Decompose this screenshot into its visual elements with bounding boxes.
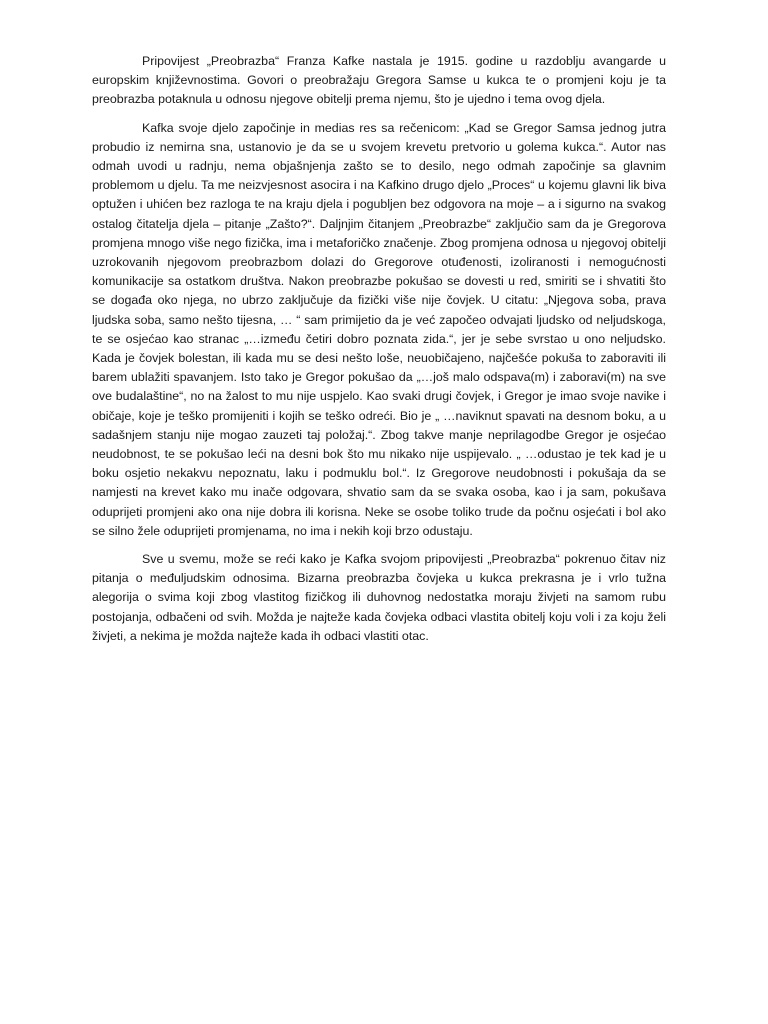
document-body (92, 52, 666, 655)
paragraph-analysis: Kafka svoje djelo započinje in medias res sa rečenicom: „Kad se Gregor Samsa jednog jutra probudio iz nemirna sna, ustanovio je da se u svojem krevetu pretvorio u golema kukca.“. Autor nas odmah uvodi u radnju, nema objašnjenja zašto se to desilo, nego odmah započinje sa glavnim problemom u djelu. Ta me neizvjesnost asocira i na Kafkino drugo djelo „Proces“ u kojemu glavni lik biva optužen i uhićen bez razloga te na kraju djela i pogubljen bez odgovora na moje – a i sigurno na svakog ostalog čitatelja djela – pitanje „Zašto?“. Daljnjim čitanjem „Preobrazbe“ zaključio sam da je Gregorova promjena mnogo više nego fizička, ima i metaforičko značenje. Zbog promjena odnosa u njegovoj obitelji uzrokovanih njegovom preobrazbom dolazi do Gregorove otuđenosti, izoliranosti i nemogućnosti komunikacije sa ostatkom društva. Nakon preobrazbe pokušao se dovesti u red, smiriti se i shvatiti što se događa oko njega, no ubrzo zaključuje da fizički više nije čovjek. U citatu: „Njegova soba, prava ljudska soba, samo nešto tijesna, … “ sam primijetio da je već započeo odvajati ljudsko od neljudskoga, te se osjećao kao stranac „…između četiri dobro poznata zida.“, jer je sebe svrstao u ono neljudsko. Kada je čovjek bolestan, ili kada mu se desi nešto loše, neuobičajeno, najčešće pokuša to zaboraviti ili barem ublažiti spavanjem. Isto tako je Gregor pokušao da „…još malo odspava(m) i zaboravi(m) na sve ove budalaštine“, no na žalost to mu nije uspjelo. Kao svaki drugi čovjek, i Gregor je imao svoje navike i običaje, koje je teško promijeniti i kojih se teško odreći. Bio je „ …naviknut spavati na desnom boku, a u sadašnjem stanju nije mogao zauzeti taj položaj.“. Zbog takve manje neprilagodbe Gregor je osjećao neudobnost, te se pokušao leći na desni bok što mu nikako nije uspijevalo. „ …odustao je tek kad je u boku osjetio nekakvu nepoznatu, laku i podmuklu bol.“. Iz Gregorove neudobnosti i pokušaja da se namjesti na krevet kako mu inače odgovara, shvatio sam da se svaka osoba, kao i ja sam, pokušava oduprijeti promjeni ako ona nije dobra ili korisna. Neke se osobe toliko trude da počnu osjećati i bol ako se silno žele oduprijeti promjenama, no ima i nekih koji brzo odustaju. (92, 120, 666, 538)
paragraph-intro: Pripovijest „Preobrazba“ Franza Kafke nastala je 1915. godine u razdoblju avangarde u europskim književnostima. Govori o preobražaju Gregora Samse u kukca te o promjeni koju je ta preobrazba potaknula u odnosu njegove obitelji prema njemu, što je ujedno i tema ovog djela. (92, 54, 666, 107)
paragraph-conclusion: Sve u svemu, može se reći kako je Kafka svojom pripovijesti „Preobrazba“ pokrenuo čitav niz pitanja o međuljudskim odnosima. Bizarna preobrazba čovjeka u kukca prekrasna je i vrlo tužna alegorija o svima koji zbog vlastitog fizičkog ili duhovnog nedostatka moraju živjeti na samom rubu postojanja, odbačeni od svih. Možda je najteže kada čovjeka odbaci vlastita obitelj koju voli i za koju želi živjeti, a nekima je možda najteže kada ih odbaci vlastiti otac. (92, 552, 666, 643)
